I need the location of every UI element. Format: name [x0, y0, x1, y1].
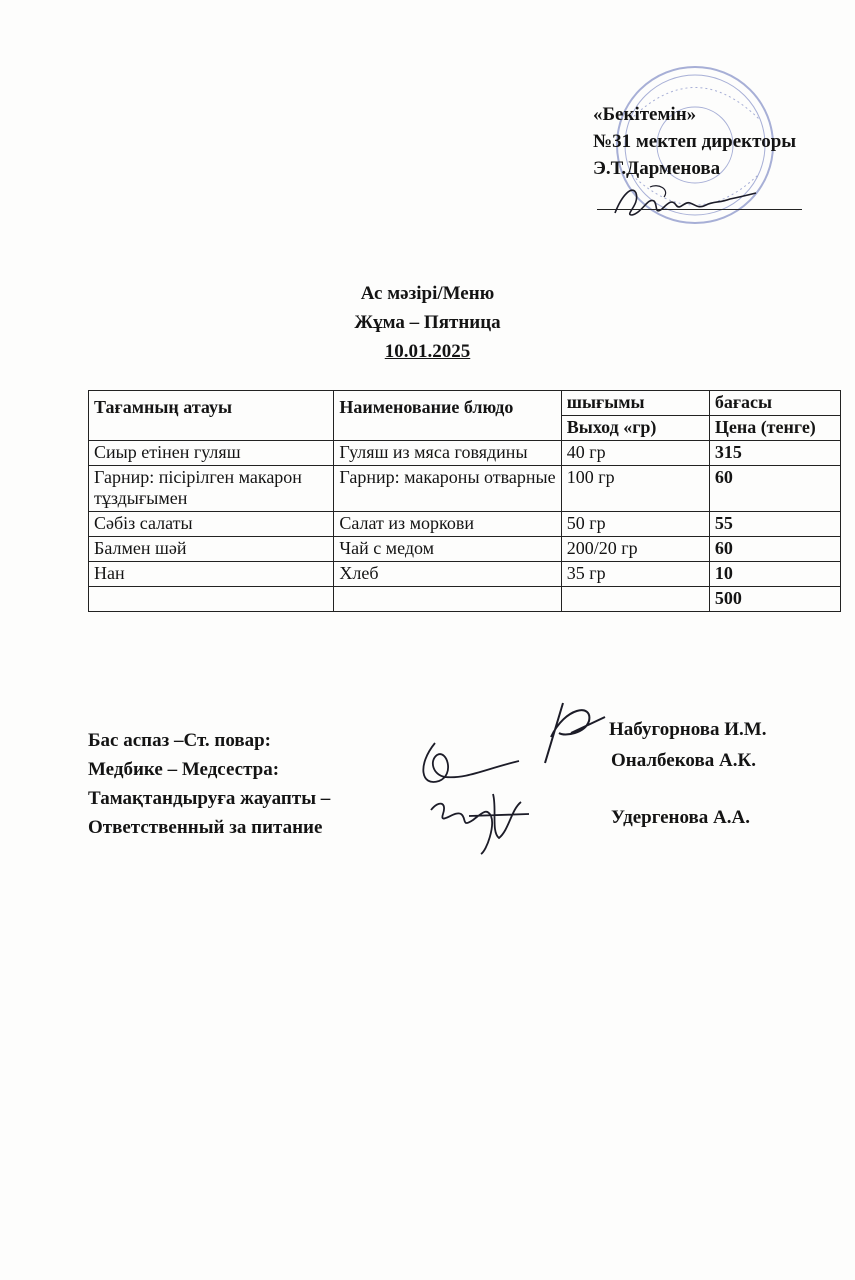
header-price-kz: бағасы — [709, 391, 840, 416]
dish-yield: 35 гр — [561, 562, 709, 587]
dish-yield: 100 гр — [561, 466, 709, 512]
dish-name-kz: Сиыр етінен гуляш — [89, 441, 334, 466]
dish-price: 55 — [709, 512, 840, 537]
header-yield-kz: шығымы — [561, 391, 709, 416]
table-row — [89, 512, 841, 537]
dish-price: 60 — [709, 537, 840, 562]
menu-title: Ас мәзірі/Меню — [360, 283, 495, 304]
header-yield-ru: Выход «гр) — [561, 416, 709, 441]
responsible-role-ru: Ответственный за питание — [88, 817, 323, 838]
dish-price: 10 — [709, 562, 840, 587]
approval-block — [593, 101, 796, 182]
empty-cell — [561, 587, 709, 612]
nurse-name: Оналбекова А.К. — [611, 750, 756, 771]
dish-name-kz: Гарнир: пісірілген макарон тұздығымен — [89, 466, 334, 512]
chef-name: Набугорнова И.М. — [609, 719, 767, 740]
menu-heading — [0, 279, 855, 366]
chef-role: Бас аспаз –Ст. повар: — [88, 730, 272, 751]
signature-roles — [88, 726, 330, 842]
dish-name-kz: Балмен шәй — [89, 537, 334, 562]
menu-day: Жұма – Пятница — [354, 312, 501, 333]
dish-name-kz: Сәбіз салаты — [89, 512, 334, 537]
table-header-row — [89, 391, 841, 416]
dish-yield: 200/20 гр — [561, 537, 709, 562]
empty-cell — [334, 587, 561, 612]
dish-name-ru: Хлеб — [334, 562, 561, 587]
chef-signature — [515, 697, 615, 769]
header-dish-name-kz: Тағамның атауы — [89, 391, 334, 441]
menu-date: 10.01.2025 — [384, 341, 471, 362]
dish-yield: 40 гр — [561, 441, 709, 466]
approval-director-name: Э.Т.Дарменова — [593, 158, 721, 179]
table-total-row — [89, 587, 841, 612]
table-row — [89, 537, 841, 562]
approval-title: «Бекітемін» — [593, 104, 697, 125]
table-row — [89, 562, 841, 587]
director-signature — [610, 175, 760, 225]
header-dish-name-ru: Наименование блюдо — [334, 391, 561, 441]
dish-yield: 50 гр — [561, 512, 709, 537]
menu-table — [88, 390, 841, 612]
approval-position: №31 мектеп директоры — [593, 131, 797, 152]
dish-name-ru: Салат из моркови — [334, 512, 561, 537]
dish-price: 60 — [709, 466, 840, 512]
dish-name-ru: Гуляш из мяса говядины — [334, 441, 561, 466]
responsible-signature — [425, 780, 530, 860]
dish-name-ru: Чай с медом — [334, 537, 561, 562]
nurse-role: Медбике – Медсестра: — [88, 759, 280, 780]
dish-name-kz: Нан — [89, 562, 334, 587]
responsible-role-kz: Тамақтандыруға жауапты – — [88, 788, 331, 809]
empty-cell — [89, 587, 334, 612]
header-price-ru: Цена (тенге) — [709, 416, 840, 441]
total-price: 500 — [709, 587, 840, 612]
table-row — [89, 466, 841, 512]
dish-price: 315 — [709, 441, 840, 466]
responsible-name: Удергенова А.А. — [611, 807, 750, 828]
dish-name-ru: Гарнир: макароны отварные — [334, 466, 561, 512]
table-row — [89, 441, 841, 466]
